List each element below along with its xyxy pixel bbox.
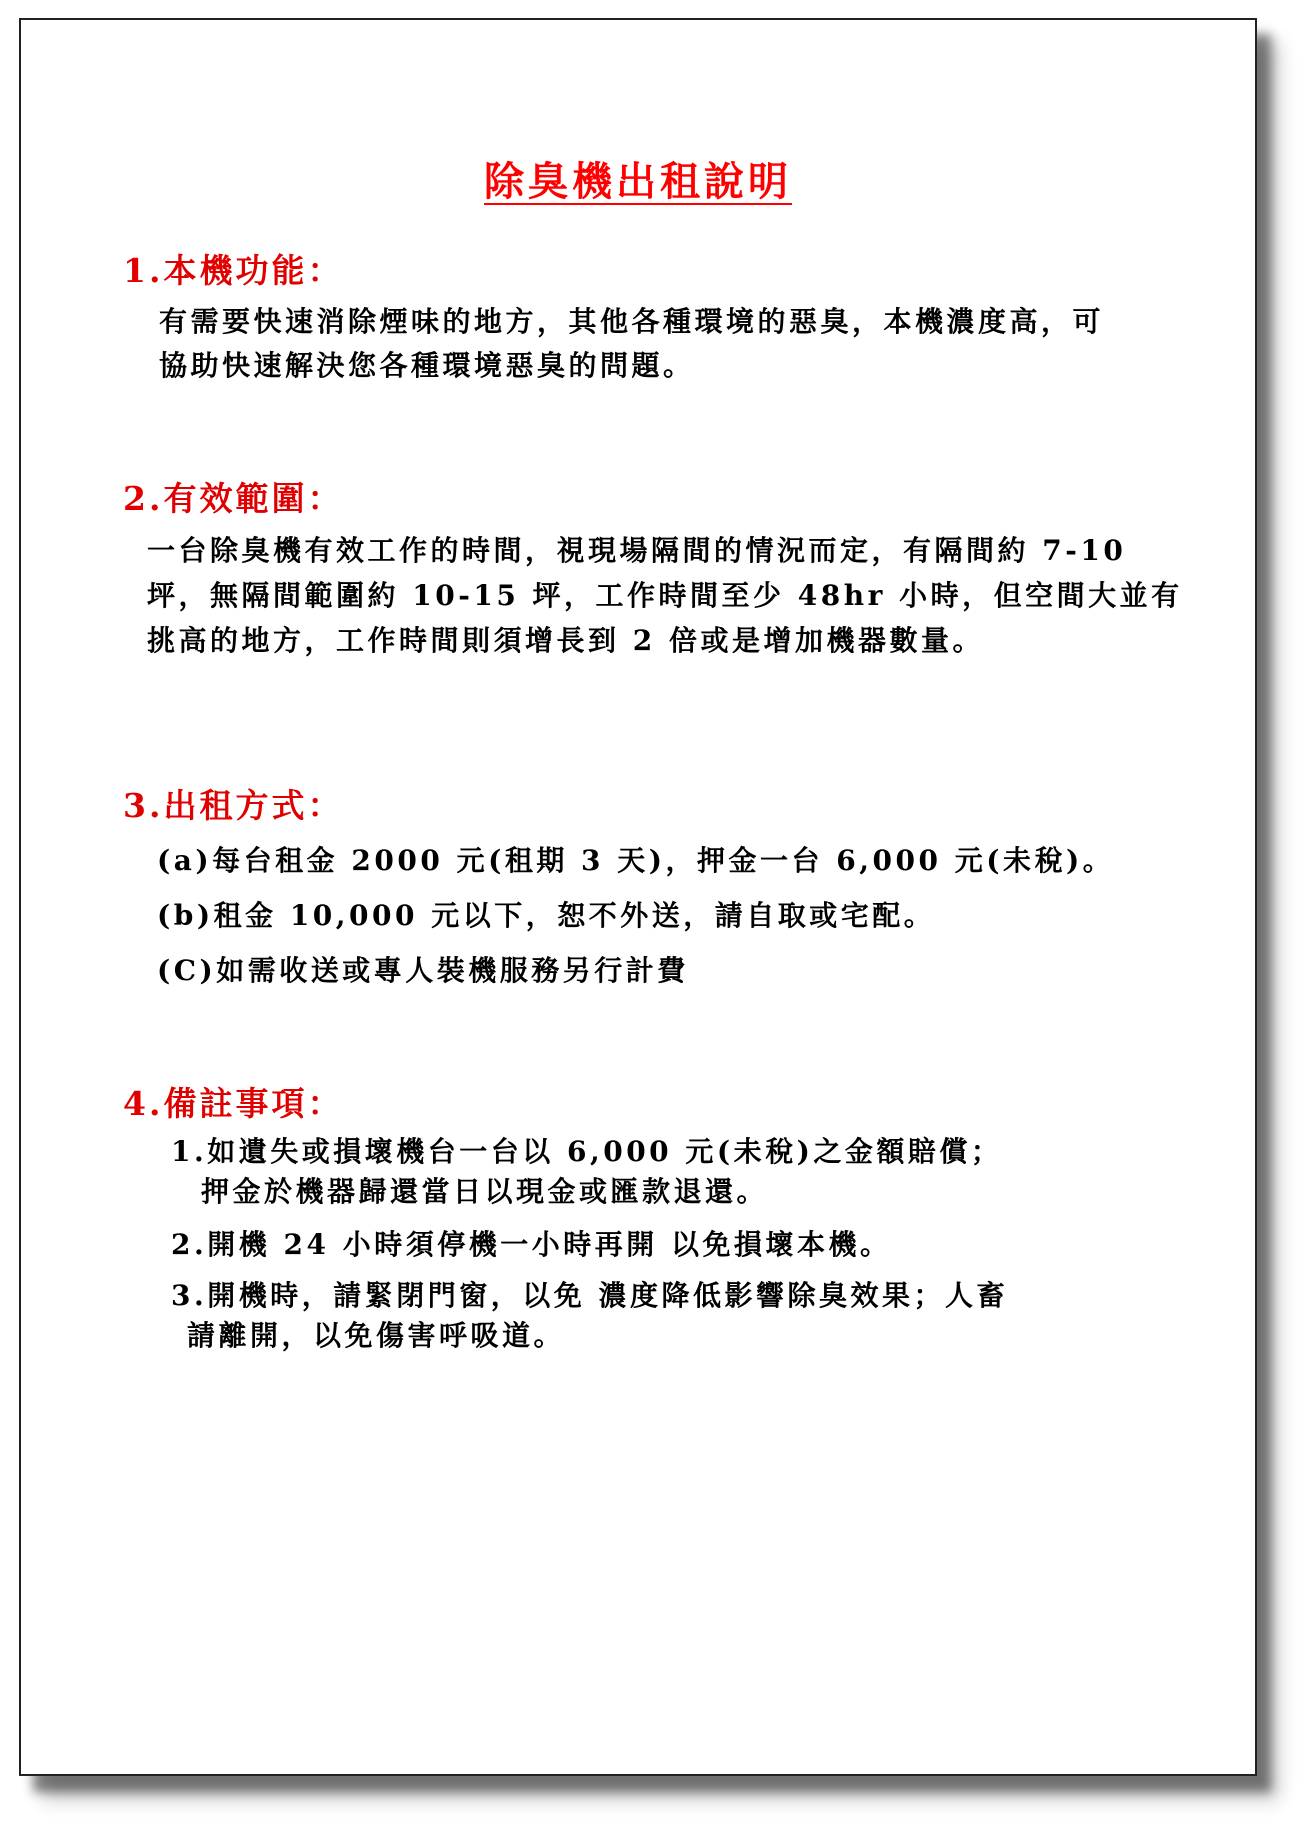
rental-item: (b)租金 10,000 元以下，恕不外送，請自取或宅配。 [157, 899, 936, 932]
section-heading-notes: 4.備註事項： [123, 1084, 344, 1123]
note-line: 押金於機器歸還當日以現金或匯款退還。 [201, 1175, 769, 1208]
body-line: 一台除臭機有效工作的時間，視現場隔間的情況而定，有隔間約 7-10 [147, 534, 1127, 567]
section-heading-function: 1.本機功能： [123, 251, 344, 290]
note-line: 請離開，以免傷害呼吸道。 [187, 1319, 566, 1352]
note-item-2 [171, 1223, 891, 1267]
note-line: 1.如遺失或損壞機台一台以 6,000 元(未稅)之金額賠償； [171, 1135, 1003, 1168]
body-line: 協助快速解決您各種環境惡臭的問題。 [159, 349, 695, 382]
body-line: 有需要快速消除煙味的地方，其他各種環境的惡臭，本機濃度高，可 [159, 305, 1105, 338]
body-line: 坪，無隔間範圍約 10-15 坪，工作時間至少 48hr 小時，但空間大並有 [147, 579, 1183, 612]
section-heading-range: 2.有效範圍： [123, 479, 344, 518]
note-line: 3.開機時，請緊閉門窗，以免 濃度降低影響除臭效果；人畜 [171, 1279, 1008, 1312]
section-heading-rental: 3.出租方式： [123, 786, 344, 825]
note-item-3 [171, 1276, 1008, 1356]
rental-item: (a)每台租金 2000 元(租期 3 天)，押金一台 6,000 元(未稅)。 [157, 844, 1115, 877]
section-body-range [147, 528, 1183, 663]
body-line: 挑高的地方，工作時間則須增長到 2 倍或是增加機器數量。 [147, 624, 984, 657]
note-item-1 [171, 1132, 1002, 1212]
rental-item: (C)如需收送或專人裝機服務另行計費 [157, 954, 689, 987]
section-body-function [159, 300, 1104, 388]
page-title: 除臭機出租說明 [484, 158, 792, 205]
document-page [19, 18, 1257, 1776]
section-body-rental [157, 833, 1114, 998]
note-line: 2.開機 24 小時須停機一小時再開 以免損壞本機。 [171, 1228, 892, 1261]
